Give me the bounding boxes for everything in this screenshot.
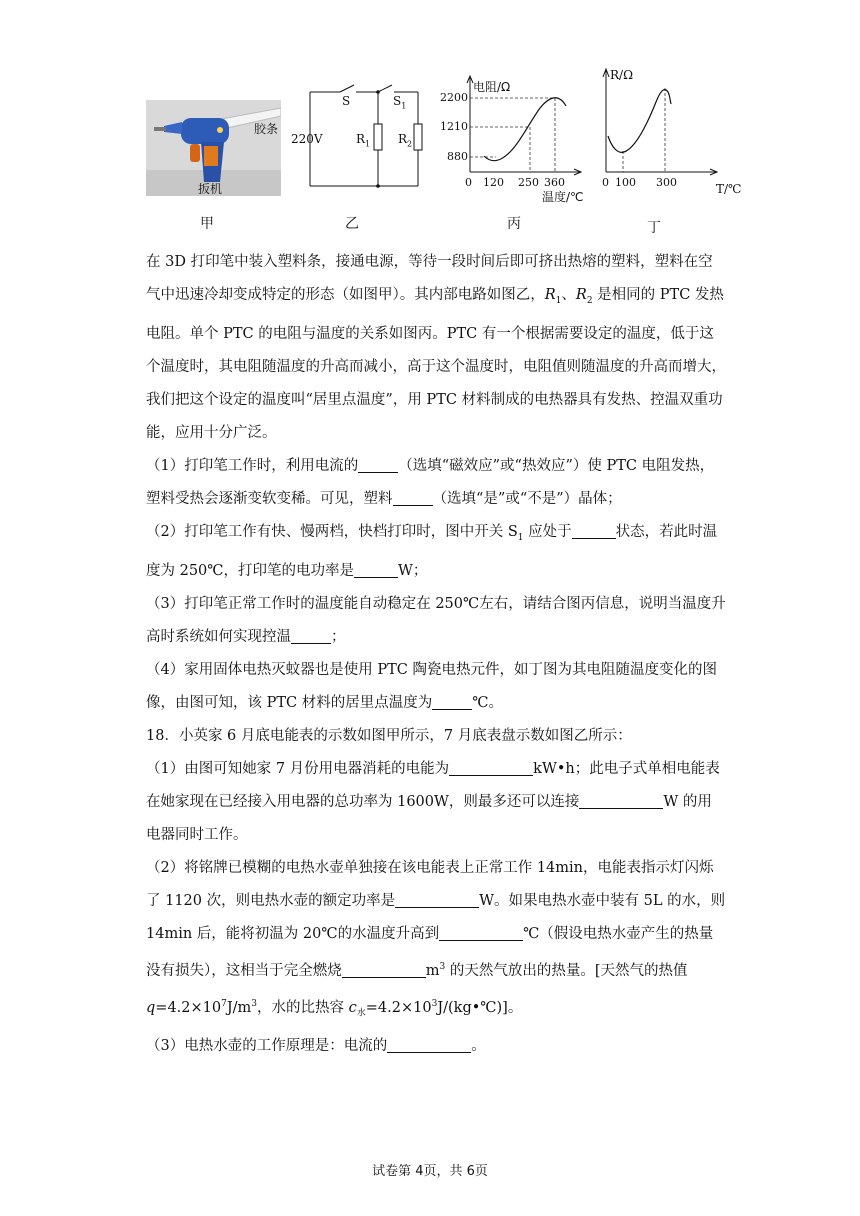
question-18-2: （2）将铭牌已模糊的电热水壶单独接在该电能表上正常工作 14min，电能表指示灯闪烁了 1120 次，则电热水壶的额定功率是 W。如果电热水壶中装有 5L 的水，则 14min 后，能将初温为 20℃的水温度升高到 ℃（假设电热水壶产生的热量没有损失），这相当于完全燃烧 $m^3$ 的天然气放出的热量。[天然气的热值 $q=4.2\times 10^7J/m^3$，水的比热容 $c_水=4.2\times 10^3J/(kg•℃)$]。 (146, 859, 726, 1019)
blank-8[interactable] (579, 792, 663, 809)
bing-xtick-360: 360 (544, 176, 565, 189)
bing-ytick-880: 880 (447, 150, 468, 163)
ding-curve (608, 90, 671, 153)
bing-xtick-0: 0 (465, 176, 472, 189)
voltage-label: 220V (291, 132, 323, 146)
blank-9[interactable] (395, 891, 479, 908)
bing-xtick-250: 250 (518, 176, 539, 189)
blank-11[interactable] (342, 961, 426, 978)
ding-ylabel: R/Ω (610, 68, 634, 82)
ding-xtick-300: 300 (656, 176, 677, 189)
blank-12[interactable] (387, 1036, 471, 1053)
figure-bing (440, 72, 590, 207)
blank-5[interactable] (291, 627, 331, 644)
question-17-body (146, 246, 726, 1063)
blank-2[interactable] (393, 489, 433, 506)
question-4: （4）家用固体电热灭蚊器也是使用 PTC 陶瓷电热元件，如丁图为其电阻随温度变化的图像，由图可知，该 PTC 材料的居里点温度为 ℃。 (146, 661, 717, 711)
bing-xtick-120: 120 (483, 176, 504, 189)
blank-4[interactable] (354, 561, 398, 578)
figure-ding (596, 64, 746, 194)
question-18-title: 18．小英家 6 月底电能表的示数如图甲所示，7 月底表盘示数如图乙所示： (146, 727, 632, 744)
ding-xtick-100: 100 (615, 176, 636, 189)
switch-s-label: S (342, 94, 351, 108)
bing-ytick-2200: 2200 (440, 91, 468, 104)
blank-3[interactable] (572, 522, 616, 539)
blank-1[interactable] (358, 456, 398, 473)
blank-7[interactable] (449, 759, 533, 776)
page-footer: 试卷第 4页，共 6页 (372, 1164, 488, 1179)
bing-ylabel: 电阻/Ω (473, 80, 511, 94)
figure-yi (290, 82, 440, 192)
switch-s1-label: $S_1$ (393, 94, 407, 111)
caption-jia: 甲 (200, 216, 214, 232)
bing-xlabel: 温度/℃ (542, 190, 584, 204)
caption-bing: 丙 (507, 216, 521, 232)
question-18-1: （1）由图可知她家 7 月份用电器消耗的电能为 kW•h；此电子式单相电能表在她家现在已经接入用电器的总功率为 1600W，则最多还可以连接 W 的用电器同时工作。 (146, 760, 720, 843)
question-2: （2）打印笔工作有快、慢两档，快档打印时，图中开关 $S_1$ 应处于 状态，若此时温度为 250℃，打印笔的电功率是 W； (146, 523, 718, 579)
caption-yi: 乙 (345, 216, 359, 232)
blank-10[interactable] (439, 924, 523, 941)
question-18-3: （3）电热水壶的工作原理是：电流的 。 (146, 1038, 486, 1055)
intro-paragraph: 在 3D 打印笔中装入塑料条，接通电源，等待一段时间后即可挤出热熔的塑料，塑料在空气中迅速冷却变成特定的形态（如图甲）。其内部电路如图乙，$R_1$、$R_2$ 是相同的 PTC 发热电阻。单个 PTC 的电阻与温度的关系如图丙。PTC 有一个根据需要设定的温度，低于这个温度时，其电阻随温度的升高而减小，高于这个温度时，电阻值则随温度的升高而增大，我们把这个设定的温度叫“居里点温度”，用 PTC 材料制成的电热器具有发热、控温双重功能，应用十分广泛。 (146, 254, 726, 441)
glue-label: 胶条 (254, 122, 279, 136)
trigger-label: 扳机 (198, 182, 223, 196)
ding-xtick-0: 0 (602, 176, 609, 189)
question-1: （1）打印笔工作时，利用电流的 （选填“磁效应”或“热效应”）使 PTC 电阻发热，塑料受热会逐渐变软变稀。可见，塑料 （选填“是”或“不是”）晶体； (146, 457, 715, 507)
r1-label: $R_1$ (356, 132, 371, 149)
r2-label: $R_2$ (398, 132, 413, 149)
bing-ytick-1210: 1210 (440, 120, 468, 133)
bing-curve (484, 98, 566, 161)
question-3: （3）打印笔正常工作时的温度能自动稳定在 250℃左右，请结合图丙信息，说明当温度升高时系统如何实现控温 ； (146, 595, 726, 645)
blank-6[interactable] (432, 693, 472, 710)
caption-ding: 丁 (647, 220, 661, 236)
ding-xlabel: T/℃ (716, 182, 742, 196)
figure-jia (146, 100, 281, 196)
